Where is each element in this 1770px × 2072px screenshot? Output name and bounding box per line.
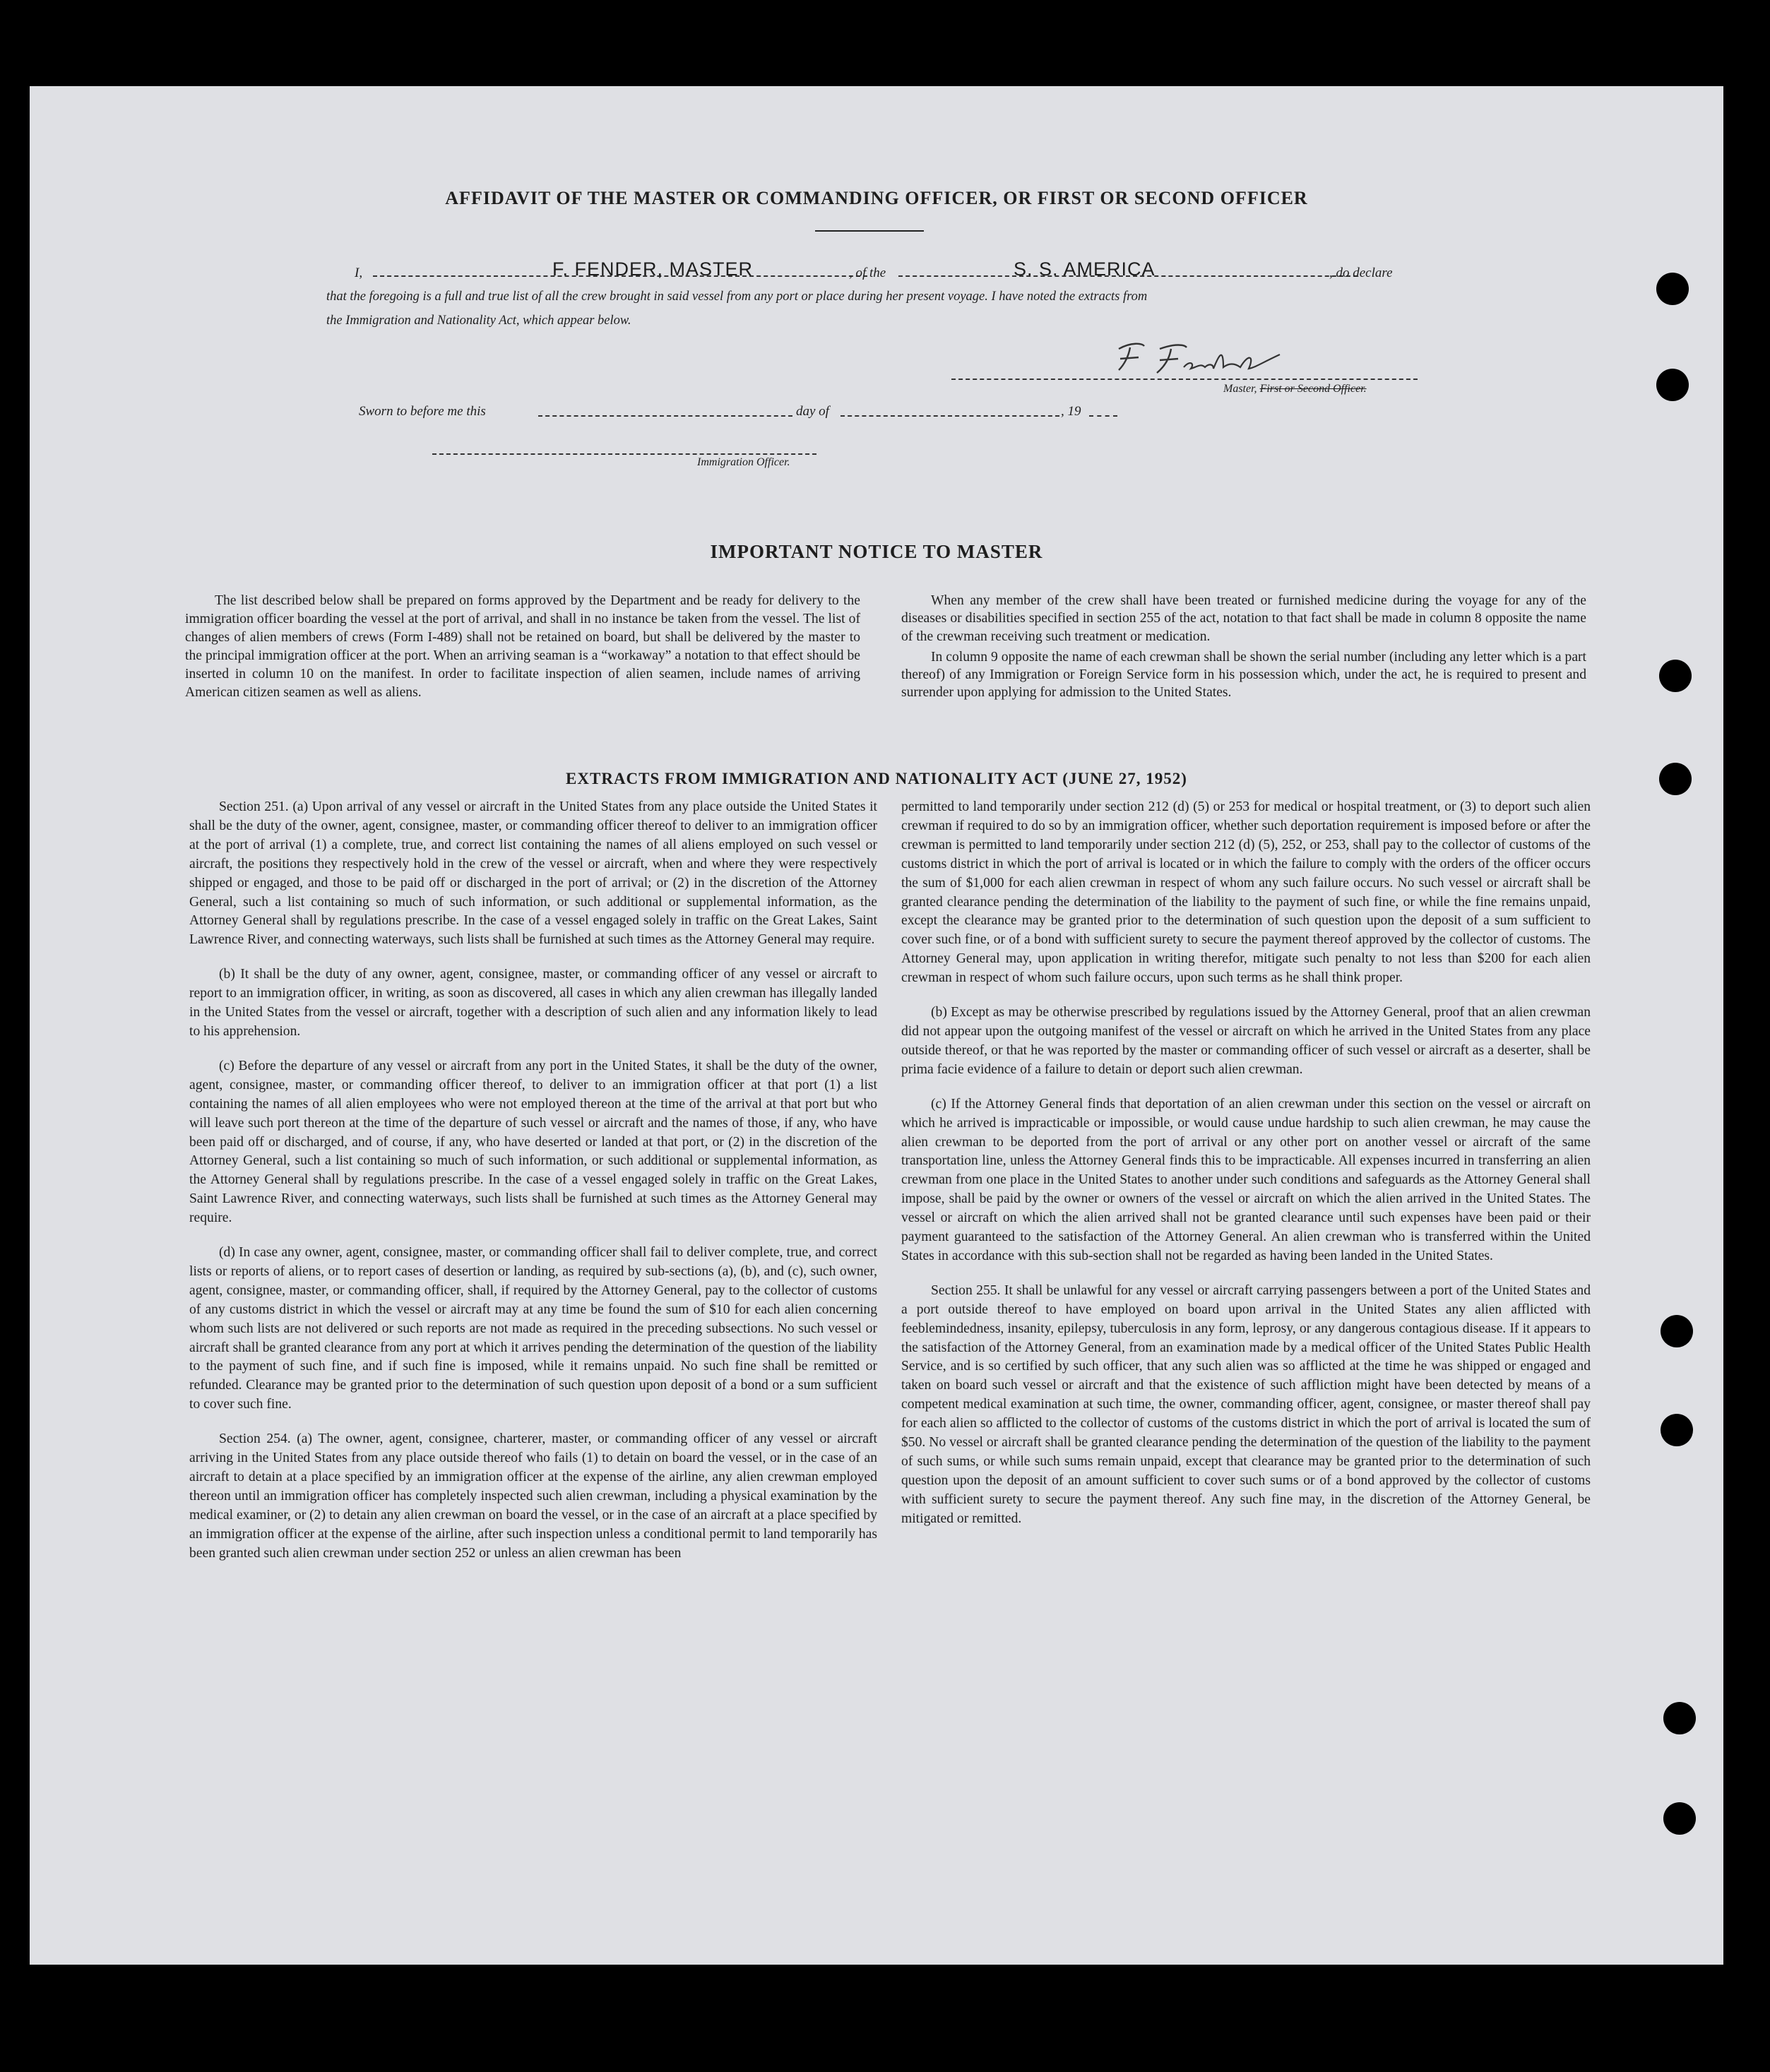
year-label: , 19 <box>1061 404 1081 419</box>
sworn-label: Sworn to before me this <box>359 404 486 419</box>
notice-right-paragraph-1: When any member of the crew shall have been treated or furnished medicine during the voyage for any of the diseases or disabilities specified in section 255 of the act, notation to that fact shall be made in column 8 opposite the name of the crewman receiving such treatment or medication. <box>901 593 1586 644</box>
master-name-value: F. FENDER, MASTER <box>552 258 754 280</box>
extracts-left-column <box>189 798 877 1571</box>
section-254-a-continued: permitted to land temporarily under section 212 (d) (5) or 253 for medical or hospital treatment, or (3) to deport such alien crewman if required to do so by an immigration officer, whether such deportation requirement is imposed before or after the crewman is permitted to land temporarily under section 212 (d) (5), 252, or 253, shall pay to the collector of customs of the customs district in which the port of arrival is located or in which the failure to comply with the orders of the officer occurs the sum of $1,000 for each alien crewman in respect of whom any such failure occurs. No such vessel or aircraft shall be granted clearance pending the determination of the liability to the payment of such fine, or while the fine remains unpaid, except the clearance may be granted prior to the determination of such question upon the deposit of a sum sufficient to cover such fine, or of a bond with sufficient surety to secure the payment thereof approved by the collector of customs. The Attorney General may, upon application in writing therefor, mitigate such penalty to not less than $200 for each alien crewman in respect of whom such failure occurs, upon such terms as he shall think proper. <box>901 799 1591 986</box>
notice-right-paragraph-2: In column 9 opposite the name of each crewman shall be shown the serial number (including any letter which is a part thereof) of any Immigration or Foreign Service form in his possession which, under the act, he is required to present and surrender upon applying for admission to the United States. <box>901 649 1586 701</box>
section-255: Section 255. It shall be unlawful for any vessel or aircraft carrying passengers between a port of the United States and a port outside thereof to have employed on board upon arrival in the United States any alien afflicted with feeblemindedness, insanity, epilepsy, tuberculosis in any form, leprosy, or any dangerous contagious disease. If it appears to the satisfaction of the Attorney General, from an examination made by a medical officer of the United States Public Health Service, and is so certified by such officer, that any such alien was so afflicted at the time he was shipped or engaged and taken on board such vessel or aircraft and that the existence of such affliction might have been detected by means of a competent medical examination at such time, the owner, commanding officer, agent, consignee, or master thereof shall pay for each alien so afflicted to the collector of customs of the customs district in which the port of arrival is located the sum of $50. No vessel or aircraft shall be granted clearance pending the determination of the question of the liability to the payment of such sums, or while such sums remain unpaid, except that clearance may be granted prior to the determination of such question upon the deposit of an amount sufficient to cover such sums or of a bond approved by the collector of customs with sufficient surety to secure the payment thereof. Any such fine may, in the discretion of the Attorney General, be mitigated or remitted. <box>901 1282 1591 1526</box>
binder-hole <box>1656 273 1689 305</box>
day-of-label: day of <box>796 404 829 419</box>
notice-left-paragraph: The list described below shall be prepared on forms approved by the Department and be ready for delivery to the immigration officer boarding the vessel at the port of arrival, and shall in no instance be taken from the vessel. The list of changes of alien members of crews (Form I-489) shall not be retained on board, but shall be delivered by the master to the principal immigration officer at the port. When an arriving seaman is a “workaway” a notation to that effect should be inserted in column 10 on the manifest. In order to facilitate inspection of alien seamen, include names of arriving American citizen seamen as well as aliens. <box>185 593 860 700</box>
binder-hole <box>1661 1414 1693 1446</box>
master-signature-caption <box>1223 383 1367 395</box>
document-sheet <box>30 86 1723 1965</box>
binder-hole <box>1663 1802 1696 1835</box>
title-underline <box>815 230 924 232</box>
section-254-c: (c) If the Attorney General finds that deportation of an alien crewman under this section on the vessel or aircraft on which he arrived is impracticable or impossible, or would cause undue hardship to such alien crewman, he may cause the alien crewman to be deported from the port of arrival or any other port on another vessel or aircraft of the same transportation line, unless the Attorney General finds this to be impracticable. All expenses incurred in transferring an alien crewman from one place in the United States to another under such conditions and safeguards as the Attorney General shall impose, shall be paid by the owner or owners of the vessel or aircraft on which the alien arrived in the United States. The vessel or aircraft on which the alien arrived shall not be granted clearance until such expenses have been paid or their payment guaranteed to the satisfaction of the Attorney General. An alien crewman who is transferred within the United States in accordance with this sub-section shall not be regarded as having been landed in the United States. <box>901 1096 1591 1263</box>
notice-right-column <box>901 592 1586 702</box>
affidavit-body-line-1: that the foregoing is a full and true list of all the crew brought in said vessel from any port or place during her present voyage. I have noted the extracts from <box>326 290 1148 304</box>
section-251-c: (c) Before the departure of any vessel or aircraft from any port in the United States, it shall be the duty of the owner, agent, consignee, master, or commanding officer thereof, to deliver to an immigration officer at that port (1) a list containing the names of all alien employees who were not employed thereon at the time of the arrival at that port but who will leave such port thereon at the time of the departure of such vessel or aircraft and the names of those, if any, who have been paid off or discharged, and of course, if any, who have deserted or landed at that port, or (2) in the discretion of the Attorney General, such a list containing so much of such information, or such additional or supplemental information, as the Attorney General shall by regulations prescribe. In the case of a vessel engaged solely in traffic on the Great Lakes, Saint Lawrence River, and connecting waterways, such lists shall be furnished at such times as the Attorney General may require. <box>189 1058 877 1226</box>
binder-hole <box>1656 369 1689 401</box>
sworn-day-line <box>538 415 792 417</box>
binder-hole <box>1661 1315 1693 1347</box>
notice-left-column <box>185 592 860 701</box>
notice-title: IMPORTANT NOTICE TO MASTER <box>710 541 1043 562</box>
master-label: Master, <box>1223 383 1257 395</box>
sworn-year-line <box>1089 415 1117 417</box>
section-251-b: (b) It shall be the duty of any owner, agent, consignee, master, or commanding officer of any vessel or aircraft to report to an immigration officer, in writing, as soon as discovered, all cases in which any alien crewman has illegally landed in the United States from the vessel or aircraft, together with a description of such alien and any information likely to lead to his apprehension. <box>189 967 877 1039</box>
immigration-officer-label: Immigration Officer. <box>697 456 790 468</box>
signature-line <box>951 379 1418 380</box>
section-254-b: (b) Except as may be otherwise prescribed by regulations issued by the Attorney General, proof that an alien crewman did not appear upon the outgoing manifest of the vessel or aircraft on which he arrived in the United States from any place outside thereof, or that he was reported by the master or commanding officer of such vessel or aircraft as a deserter, shall be prima facie evidence of a failure to detain or deport such alien crewman. <box>901 1005 1591 1077</box>
struck-officer-label: First or Second Officer. <box>1259 383 1367 395</box>
sworn-month-line <box>841 415 1059 417</box>
binder-hole <box>1663 1702 1696 1734</box>
extracts-right-column <box>901 798 1591 1536</box>
section-251-d: (d) In case any owner, agent, consignee, master, or commanding officer shall fail to deliver complete, true, and correct lists or reports of aliens, or to report cases of desertion or landing, as required by sub-sections (a), (b), and (c), such owner, agent, consignee, master, or commanding officer, shall, if required by the Attorney General, pay to the collector of customs of any customs district in which the vessel or aircraft may at any time be found the sum of $10 for each alien concerning whom such lists are not delivered or such reports are not made as required in the preceding subsections. No such vessel or aircraft shall be granted clearance from any port at which it arrives pending the determination of the question of the liability to the payment of such fine, and if such fine is imposed, while it remains unpaid. No such fine shall be remitted or refunded. Clearance may be granted prior to the determination of such question upon deposit of a bond or a sum sufficient to cover such fine. <box>189 1245 877 1412</box>
immigration-officer-line <box>432 453 816 455</box>
extracts-title: EXTRACTS FROM IMMIGRATION AND NATIONALITY ACT (JUNE 27, 1952) <box>566 770 1187 787</box>
i-label: I, <box>355 266 363 280</box>
affidavit-body-line-2: the Immigration and Nationality Act, which appear below. <box>326 314 631 328</box>
of-the-label: , of the <box>849 266 886 280</box>
vessel-name-value: S. S. AMERICA <box>1014 258 1156 280</box>
section-251-a: Section 251. (a) Upon arrival of any vessel or aircraft in the United States from any place outside the United States it shall be the duty of the owner, agent, consignee, master, or commanding officer thereof to deliver to an immigration officer at the port of arrival (1) a complete, true, and correct list containing the names of all aliens employed on such vessel or aircraft, the positions they respectively hold in the crew of the vessel or aircraft, when and where they were respectively shipped or engaged, and those to be paid off or discharged in the port of arrival; or (2) in the discretion of the Attorney General, such a list containing so much of such information, or such additional or supplemental information, as the Attorney General shall by regulations prescribe. In the case of a vessel engaged solely in traffic on the Great Lakes, Saint Lawrence River, and connecting waterways, such lists shall be furnished at such times as the Attorney General may require. <box>189 799 877 948</box>
section-254-a: Section 254. (a) The owner, agent, consignee, charterer, master, or commanding officer of any vessel or aircraft arriving in the United States from any place outside thereof who fails (1) to detain on board the vessel, or in the case of an aircraft to detain at a place specified by an immigration officer at the expense of the airline, any alien crewman employed thereon until an immigration officer has completely inspected such alien crewman, including a physical examination by the medical examiner, or (2) to detain any alien crewman on board the vessel, or in the case of an aircraft at a place specified by an immigration officer at the expense of the airline, after such inspection unless a conditional permit to land temporarily has been granted such alien crewman under section 252 or unless an alien crewman has been <box>189 1431 877 1561</box>
do-declare-label: , do declare <box>1329 266 1393 280</box>
binder-hole <box>1659 660 1692 692</box>
affidavit-title: AFFIDAVIT OF THE MASTER OR COMMANDING OFFICER, OR FIRST OR SECOND OFFICER <box>445 188 1308 208</box>
